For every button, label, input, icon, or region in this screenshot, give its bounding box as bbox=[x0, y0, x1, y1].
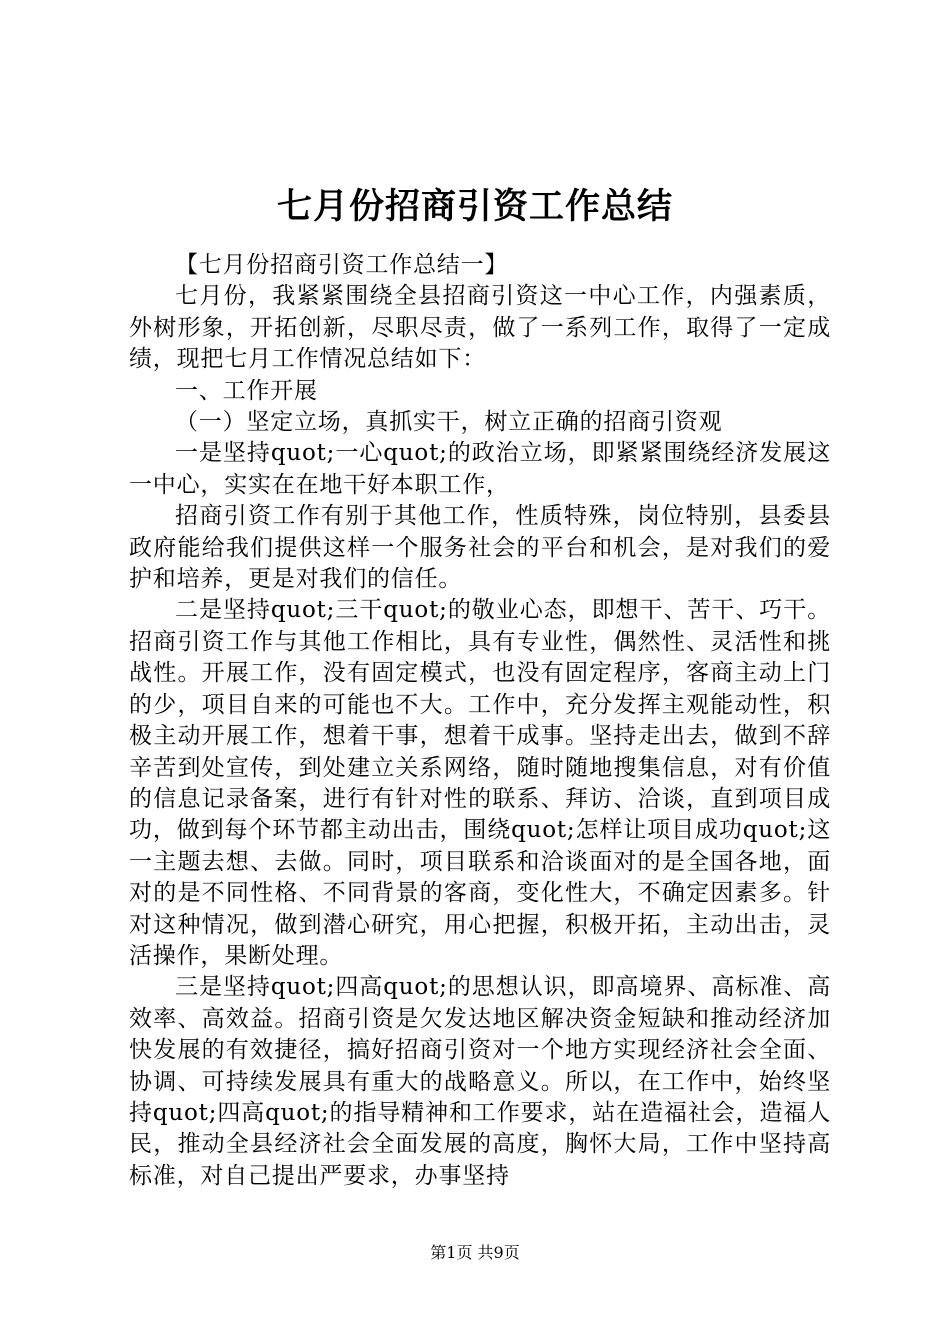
document-title: 七月份招商引资工作总结 bbox=[276, 186, 673, 227]
paragraph: 招商引资工作有别于其他工作，性质特殊，岗位特别，县委县政府能给我们提供这样一个服务社会的平台和机会，是对我们的爱护和培养，更是对我们的信任。 bbox=[129, 503, 831, 593]
paragraph: （一）坚定立场，真抓实干，树立正确的招商引资观 bbox=[175, 409, 723, 436]
paragraph: 三是坚持quot;四高quot;的思想认识，即高境界、高标准、高效率、高效益。招商引资是欠发达地区解决资金短缺和推动经济加快发展的有效捷径，搞好招商引资对一个地方实现经济社会全面、协调、可持续发展具有重大的战略意义。所以，在工作中，始终坚持quot;四高quot;的指导精神和工作要求，站在造福社会，造福人民，推动全县经济社会全面发展的高度，胸怀大局，工作中坚持高标准，对自己提出严要求，办事坚持 bbox=[129, 974, 831, 1189]
document-body bbox=[129, 250, 831, 1192]
paragraph: 一是坚持quot;一心quot;的政治立场，即紧紧围绕经济发展这一中心，实实在在地干好本职工作， bbox=[129, 440, 831, 498]
paragraph: 二是坚持quot;三干quot;的敬业心态，即想干、苦干、巧干。招商引资工作与其他工作相比，具有专业性，偶然性、灵活性和挑战性。开展工作，没有固定模式，也没有固定程序，客商主动上门的少，项目自来的可能也不大。工作中，充分发挥主观能动性，积极主动开展工作，想着干事，想着干成事。坚持走出去，做到不辞辛苦到处宣传，到处建立关系网络，随时随地搜集信息，对有价值的信息记录备案，进行有针对性的联系、拜访、洽谈，直到项目成功，做到每个环节都主动出击，围绕quot;怎样让项目成功quot;这一主题去想、去做。同时，项目联系和洽谈面对的是全国各地，面对的是不同性格、不同背景的客商，变化性大，不确定因素多。针对这种情况，做到潜心研究，用心把握，积极开拓，主动出击，灵活操作，果断处理。 bbox=[129, 597, 831, 969]
page-footer: 第1页 共9页 bbox=[430, 1243, 520, 1262]
paragraph: 七月份，我紧紧围绕全县招商引资这一中心工作，内强素质，外树形象，开拓创新，尽职尽责，做了一系列工作，取得了一定成绩，现把七月工作情况总结如下： bbox=[129, 283, 831, 373]
paragraph: 一、工作开展 bbox=[175, 377, 318, 404]
section-heading: 【七月份招商引资工作总结一】 bbox=[175, 252, 509, 278]
